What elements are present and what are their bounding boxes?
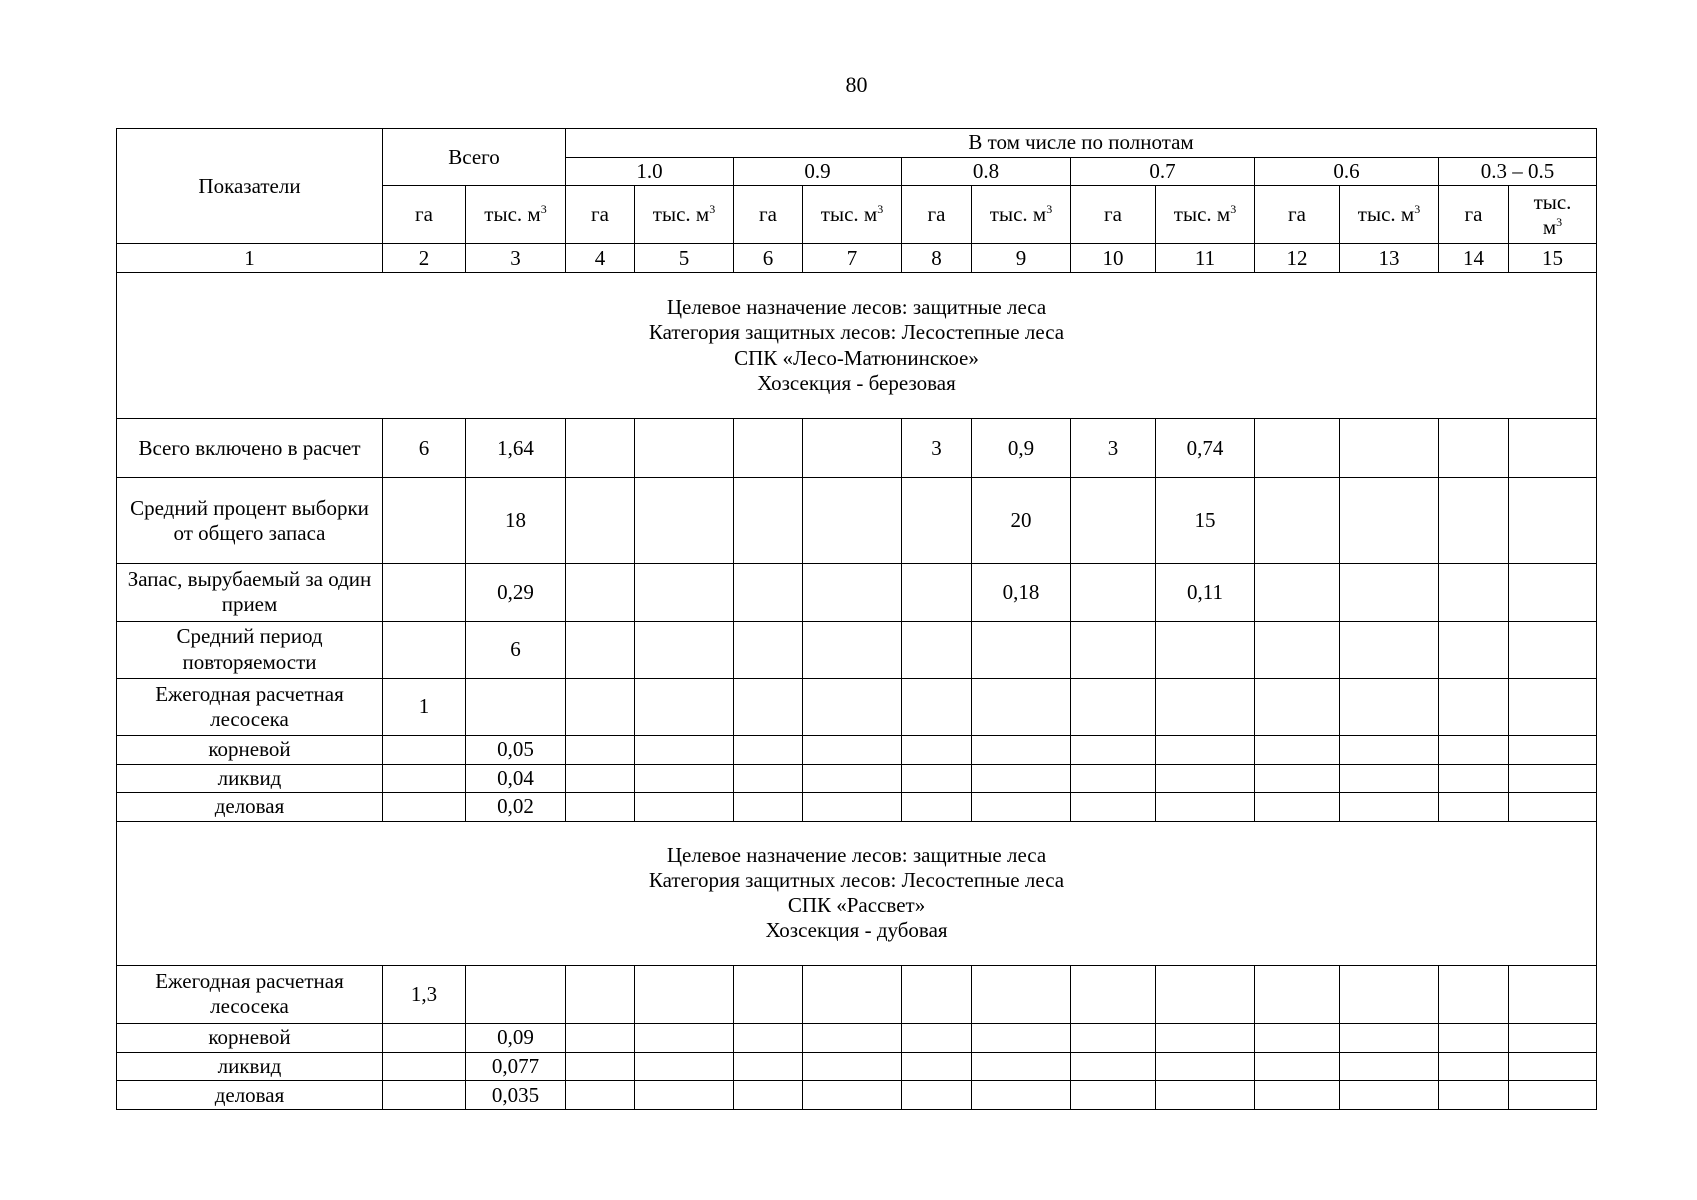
table-cell [1509, 1052, 1597, 1081]
table-cell [803, 735, 902, 764]
table-cell [902, 965, 972, 1023]
table-cell [1509, 735, 1597, 764]
unit-ha: га [1255, 186, 1340, 244]
table-cell [1509, 419, 1597, 478]
table-cell [972, 793, 1071, 822]
table-cell [803, 965, 902, 1023]
unit-volume-stacked [1534, 190, 1572, 240]
table-cell [1439, 621, 1509, 678]
table-cell [1255, 1081, 1340, 1110]
table-cell [1340, 1081, 1439, 1110]
table-cell: 0,04 [466, 764, 566, 793]
table-cell [383, 621, 466, 678]
table-cell [1340, 1052, 1439, 1081]
table-cell [635, 478, 734, 564]
unit-volume [466, 186, 566, 244]
row-label: деловая [117, 793, 383, 822]
row-label: ликвид [117, 764, 383, 793]
table-row [117, 678, 1597, 735]
table-cell [972, 1081, 1071, 1110]
unit-superscript: 3 [1046, 202, 1053, 217]
table-cell [1255, 678, 1340, 735]
table-cell [972, 764, 1071, 793]
table-cell [1439, 564, 1509, 621]
table-cell: 0,11 [1156, 564, 1255, 621]
table-cell [902, 678, 972, 735]
row-label: Всего включено в расчет [117, 419, 383, 478]
row-label: Средний процент выборки от общего запаса [117, 478, 383, 564]
table-cell [635, 1024, 734, 1053]
table-cell [383, 478, 466, 564]
table-cell: 0,18 [972, 564, 1071, 621]
table-row [117, 419, 1597, 478]
forest-table [116, 128, 1597, 1110]
column-number: 3 [466, 244, 566, 273]
table-cell: 0,02 [466, 793, 566, 822]
row-label: Ежегодная расчетная лесосека [117, 965, 383, 1023]
table-cell [1156, 764, 1255, 793]
column-number: 2 [383, 244, 466, 273]
table-cell: 0,05 [466, 735, 566, 764]
table-cell [1439, 793, 1509, 822]
section-title [117, 273, 1597, 419]
unit-volume-text: тыс. м [484, 202, 541, 227]
header-total: Всего [383, 129, 566, 186]
table-cell: 3 [1071, 419, 1156, 478]
section-title [117, 821, 1597, 965]
table-cell: 3 [902, 419, 972, 478]
column-number: 9 [972, 244, 1071, 273]
table-cell [635, 965, 734, 1023]
table-cell [1439, 1024, 1509, 1053]
unit-volume [1340, 186, 1439, 244]
table-cell [734, 621, 803, 678]
table-cell: 0,035 [466, 1081, 566, 1110]
table-cell [1071, 735, 1156, 764]
table-cell: 0,74 [1156, 419, 1255, 478]
table-cell [803, 1024, 902, 1053]
unit-superscript: 3 [877, 202, 884, 217]
table-cell [803, 793, 902, 822]
table-cell [1439, 478, 1509, 564]
table-cell [635, 564, 734, 621]
table-cell [734, 478, 803, 564]
unit-superscript: 3 [1230, 202, 1237, 217]
section-title-line: Хозсекция - березовая [757, 370, 956, 395]
table-cell [1071, 1081, 1156, 1110]
table-cell [1255, 764, 1340, 793]
table-cell [635, 621, 734, 678]
table-cell [972, 678, 1071, 735]
table-cell [1156, 793, 1255, 822]
table-cell: 0,29 [466, 564, 566, 621]
table-cell [803, 1081, 902, 1110]
table-cell [1509, 564, 1597, 621]
table-cell [1071, 1052, 1156, 1081]
unit-volume [972, 186, 1071, 244]
table-cell [902, 564, 972, 621]
table-cell [1439, 965, 1509, 1023]
table-cell [1509, 793, 1597, 822]
section-title-line: СПК «Рассвет» [787, 893, 926, 918]
section-title-line: Хозсекция - дубовая [765, 918, 948, 943]
table-cell [734, 735, 803, 764]
table-cell: 1,3 [383, 965, 466, 1023]
table-row [117, 1081, 1597, 1110]
column-number: 1 [117, 244, 383, 273]
table-cell [1340, 735, 1439, 764]
density-header: 0.9 [734, 157, 902, 186]
table-cell [803, 764, 902, 793]
table-cell [1156, 735, 1255, 764]
table-cell [566, 564, 635, 621]
table-cell [383, 793, 466, 822]
table-cell [635, 793, 734, 822]
section-title-line: Целевое назначение лесов: защитные леса [666, 842, 1047, 867]
table-row [117, 965, 1597, 1023]
row-label: корневой [117, 1024, 383, 1053]
column-number: 4 [566, 244, 635, 273]
column-number: 13 [1340, 244, 1439, 273]
table-cell [1071, 478, 1156, 564]
table-cell [1255, 419, 1340, 478]
table-cell [1156, 678, 1255, 735]
column-number: 12 [1255, 244, 1340, 273]
density-header: 0.6 [1255, 157, 1439, 186]
table-cell: 15 [1156, 478, 1255, 564]
table-cell: 1 [383, 678, 466, 735]
table-cell [383, 1081, 466, 1110]
table-cell [1156, 621, 1255, 678]
row-label: Средний период повторяемости [117, 621, 383, 678]
table-cell [1340, 965, 1439, 1023]
unit-superscript: 3 [1414, 202, 1421, 217]
row-label: ликвид [117, 1052, 383, 1081]
unit-ha: га [1071, 186, 1156, 244]
section-title-line: Целевое назначение лесов: защитные леса [666, 295, 1047, 320]
unit-ha: га [566, 186, 635, 244]
table-cell [803, 564, 902, 621]
density-header: 0.7 [1071, 157, 1255, 186]
table-cell [972, 621, 1071, 678]
table-cell [466, 965, 566, 1023]
unit-volume-bottom: м [1542, 214, 1557, 239]
table-row [117, 1024, 1597, 1053]
table-cell [734, 564, 803, 621]
table-cell [1439, 735, 1509, 764]
table-cell [1340, 678, 1439, 735]
unit-ha: га [734, 186, 803, 244]
section-title-line: СПК «Лесо-Матюнинское» [734, 345, 979, 370]
table-cell [734, 793, 803, 822]
table-cell [803, 419, 902, 478]
table-cell [902, 735, 972, 764]
table-cell [1439, 1052, 1509, 1081]
table-cell [803, 478, 902, 564]
table-cell [734, 965, 803, 1023]
unit-volume-top: тыс. [1533, 189, 1572, 214]
table-cell [1071, 621, 1156, 678]
table-cell [1156, 1024, 1255, 1053]
table-cell [1071, 564, 1156, 621]
page-number: 80 [845, 72, 868, 97]
table-cell [734, 678, 803, 735]
table-cell [803, 678, 902, 735]
table-cell [635, 735, 734, 764]
table-cell [566, 1081, 635, 1110]
table-cell [1071, 1024, 1156, 1053]
table-cell [1340, 764, 1439, 793]
table-cell [635, 1052, 734, 1081]
table-cell [1439, 678, 1509, 735]
table-cell [1340, 1024, 1439, 1053]
row-label: Ежегодная расчетная лесосека [117, 678, 383, 735]
table-cell [1071, 965, 1156, 1023]
table-cell [566, 678, 635, 735]
unit-volume [635, 186, 734, 244]
table-cell [1255, 621, 1340, 678]
column-number: 14 [1439, 244, 1509, 273]
table-cell: 0,9 [972, 419, 1071, 478]
table-cell [1340, 793, 1439, 822]
table-cell [383, 764, 466, 793]
table-cell: 1,64 [466, 419, 566, 478]
table-cell [1255, 478, 1340, 564]
section-title-line: Категория защитных лесов: Лесостепные леса [648, 868, 1065, 893]
table-cell [902, 793, 972, 822]
table-cell [383, 564, 466, 621]
unit-volume-text: тыс. м [1173, 202, 1231, 227]
column-number: 8 [902, 244, 972, 273]
table-row [117, 764, 1597, 793]
table-cell [1255, 564, 1340, 621]
table-cell [1255, 965, 1340, 1023]
column-number: 15 [1509, 244, 1597, 273]
table-cell [1509, 764, 1597, 793]
table-cell [566, 419, 635, 478]
table-cell [1156, 1081, 1255, 1110]
column-number: 5 [635, 244, 734, 273]
table-cell [734, 764, 803, 793]
table-cell [1156, 1052, 1255, 1081]
table-cell: 0,077 [466, 1052, 566, 1081]
table-cell [803, 1052, 902, 1081]
density-header: 0.3 – 0.5 [1439, 157, 1597, 186]
table-cell [635, 419, 734, 478]
table-cell [972, 1024, 1071, 1053]
table-row [117, 564, 1597, 621]
table-cell [635, 678, 734, 735]
table-cell [1340, 478, 1439, 564]
table-cell [1509, 478, 1597, 564]
table-cell [1071, 678, 1156, 735]
table-cell [383, 1024, 466, 1053]
unit-volume [1156, 186, 1255, 244]
table-row [117, 1052, 1597, 1081]
table-cell [1439, 1081, 1509, 1110]
column-number: 7 [803, 244, 902, 273]
unit-superscript: 3 [540, 202, 547, 217]
table-cell [1071, 764, 1156, 793]
unit-volume-text: тыс. м [1357, 202, 1415, 227]
header-including: В том числе по полнотам [566, 129, 1597, 158]
row-label: Запас, вырубаемый за один прием [117, 564, 383, 621]
table-cell [566, 1052, 635, 1081]
table-cell [566, 965, 635, 1023]
table-cell [1340, 564, 1439, 621]
table-cell [1255, 793, 1340, 822]
unit-superscript: 3 [1556, 214, 1563, 229]
column-number: 10 [1071, 244, 1156, 273]
table-cell [902, 621, 972, 678]
table-cell [566, 735, 635, 764]
table-row [117, 735, 1597, 764]
unit-volume-text: тыс. м [989, 202, 1047, 227]
table-cell [1340, 419, 1439, 478]
header-indicators: Показатели [117, 129, 383, 244]
unit-volume [1509, 186, 1597, 244]
unit-ha: га [383, 186, 466, 244]
unit-volume-text: тыс. м [652, 202, 710, 227]
table-cell [1071, 793, 1156, 822]
table-cell [972, 965, 1071, 1023]
column-number: 11 [1156, 244, 1255, 273]
table-cell: 20 [972, 478, 1071, 564]
table-cell: 6 [383, 419, 466, 478]
table-cell: 0,09 [466, 1024, 566, 1053]
section-title-line: Категория защитных лесов: Лесостепные леса [648, 320, 1065, 345]
table-cell [1156, 965, 1255, 1023]
unit-volume-text: тыс. м [820, 202, 878, 227]
row-label: деловая [117, 1081, 383, 1110]
table-cell [902, 764, 972, 793]
table-cell [566, 478, 635, 564]
table-cell [383, 735, 466, 764]
column-number: 6 [734, 244, 803, 273]
table-cell [972, 735, 1071, 764]
table-cell [1439, 419, 1509, 478]
table-cell [1340, 621, 1439, 678]
table-cell: 18 [466, 478, 566, 564]
table-cell [972, 1052, 1071, 1081]
unit-superscript: 3 [709, 202, 716, 217]
table-cell [635, 764, 734, 793]
table-row [117, 478, 1597, 564]
table-cell [902, 1052, 972, 1081]
density-header: 0.8 [902, 157, 1071, 186]
table-cell [734, 1024, 803, 1053]
table-cell [902, 1024, 972, 1053]
table-cell [1509, 1024, 1597, 1053]
table-cell [635, 1081, 734, 1110]
table-cell [902, 1081, 972, 1110]
table-cell [566, 1024, 635, 1053]
table-cell [466, 678, 566, 735]
table-row [117, 793, 1597, 822]
table-cell [1255, 1052, 1340, 1081]
table-cell [566, 621, 635, 678]
table-cell [1509, 965, 1597, 1023]
table-cell [383, 1052, 466, 1081]
density-header: 1.0 [566, 157, 734, 186]
table-cell [1255, 735, 1340, 764]
table-cell [566, 793, 635, 822]
table-cell [1509, 678, 1597, 735]
table-cell [566, 764, 635, 793]
table-cell [734, 1081, 803, 1110]
table-cell [902, 478, 972, 564]
table-cell [1509, 1081, 1597, 1110]
table-cell [1255, 1024, 1340, 1053]
table-cell [1509, 621, 1597, 678]
table-cell [734, 1052, 803, 1081]
table-cell [1439, 764, 1509, 793]
table-cell: 6 [466, 621, 566, 678]
unit-volume [803, 186, 902, 244]
row-label: корневой [117, 735, 383, 764]
unit-ha: га [1439, 186, 1509, 244]
table-row [117, 621, 1597, 678]
unit-ha: га [902, 186, 972, 244]
table-cell [803, 621, 902, 678]
table-cell [734, 419, 803, 478]
